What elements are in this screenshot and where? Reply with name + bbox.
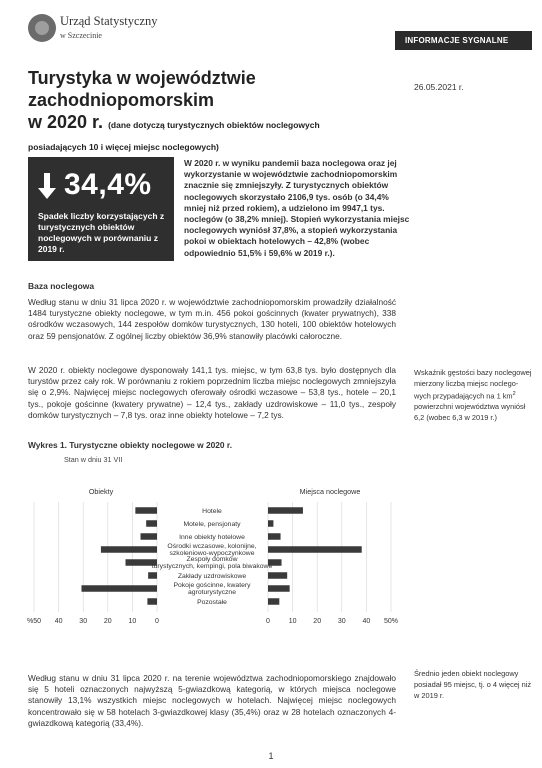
org-subtitle: w Szczecinie	[60, 31, 102, 40]
category-label: Motele, pensjonaty	[183, 520, 241, 528]
category-label: agroturystyczne	[188, 589, 236, 596]
legend-series-left: Obiekty	[88, 487, 114, 496]
key-figure-box	[28, 157, 174, 261]
bar-obiekty	[81, 585, 157, 592]
category-label: Pozostałe	[197, 598, 227, 606]
side-note-2: Średnio jeden obiekt noclegowy posiadał 95 miejsc, tj. o 4 więcej niż w 2019 r.	[414, 669, 532, 700]
org-name: Urząd Statystyczny	[60, 14, 158, 28]
tick-label-right: 10	[288, 618, 297, 625]
bar-miejsca	[268, 572, 287, 579]
bar-obiekty	[141, 533, 157, 540]
category-label: Pokoje gościnne, kwatery	[173, 582, 251, 589]
bar-miejsca	[268, 533, 281, 540]
bar-miejsca	[268, 585, 290, 592]
publication-date: 26.05.2021 r.	[414, 82, 464, 92]
title-subtitle: (dane dotyczą turystycznych obiektów noclegowych posiadających 10 i więcej miejsc noclegowych)	[28, 120, 320, 152]
key-figure-value: 34,4%	[64, 168, 152, 201]
side-note-1-sup: 2	[512, 391, 516, 397]
tick-label-left: 0	[155, 618, 159, 625]
bar-miejsca	[268, 507, 303, 514]
category-label: Hotele	[202, 507, 222, 515]
chart-svg	[0, 480, 400, 630]
bar-obiekty	[147, 598, 157, 605]
tick-label-left: 10	[128, 618, 137, 625]
chart-subtitle: Stan w dniu 31 VII	[64, 455, 123, 464]
bar-obiekty	[146, 520, 157, 527]
title-year: w 2020 r.	[28, 112, 104, 132]
section-heading: Baza noclegowa	[28, 281, 95, 291]
category-label: Inne obiekty hotelowe	[179, 533, 245, 541]
bar-miejsca	[268, 598, 279, 605]
tick-label-left: 20	[103, 618, 112, 625]
paragraph-3: Według stanu w dniu 31 lipca 2020 r. na terenie województwa zachodniopomorskiego znajdowało się 5 hoteli oznaczonych najwyższą 5-gwiazdkową kategorią, w których miejsca noclegowe stanowiły 13,1% wszystkich miejsc noclegowych w hotelach. Najwięcej miejsc noclegowych koncentrowało się w 58 hotelach 3-gwiazdkowej klasy (35,4%) oraz w 28 hotelach oznaczonych 4-gwiazdkową kategorią (33,4%).	[28, 673, 396, 728]
side-note-1-b: powierzchni województwa wyniósł 6,2 (wobec 6,3 w 2019 r.)	[414, 402, 526, 423]
paragraph-1: Według stanu w dniu 31 lipca 2020 r. w województwie zachodniopomorskim prowadziły działalność 1484 turystyczne obiekty noclegowe, w tym m.in. 456 pokoi gościnnych (kwater prywatnych), 338 ośrodków wczasowych, 144 zespołów domków turystycznych, 130 hoteli, 100 obiektów hotelowych oraz 59 pensjonatów. Z ogólnej liczby obiektów 36,9% stanowiły placówki całoroczne.	[28, 297, 396, 341]
page-number: 1	[268, 751, 274, 761]
category-label: turystycznych, kempingi, pola biwakowe	[151, 563, 273, 570]
section-badge: INFORMACJE SYGNALNE	[395, 31, 532, 50]
logo-icon	[28, 14, 56, 42]
arrow-down-icon	[37, 173, 57, 199]
bar-obiekty	[101, 546, 157, 553]
category-label: Zespoły domków	[186, 556, 238, 563]
category-label: Zakłady uzdrowiskowe	[177, 572, 247, 580]
category-label: Ośrodki wczasowe, kolonijne,	[167, 543, 257, 550]
category-label: szkoleniowo-wypoczynkowe	[169, 550, 255, 557]
tick-label-right: 50%	[383, 618, 399, 625]
paragraph-2: W 2020 r. obiekty noclegowe dysponowały 141,1 tys. miejsc, w tym 63,8 tys. było dostępnych dla turystów przez cały rok. W porównaniu z rokiem poprzednim liczba miejsc noclegowych zmniejszyła się o 2,9%. Najwięcej miejsc noclegowych oferowały ośrodki wczasowe – 53,8 tys., hotele – 20,1 tys., pokoje gościnne (kwatery prywatne) – 12,4 tys., zakłady uzdrowiskowe – 11,0 tys., zespoły domków turystycznych – 7,8 tys. oraz inne obiekty hotelowe – 7,2 tys.	[28, 365, 396, 420]
tick-label-left: 40	[54, 618, 63, 625]
side-note-1-a: Wskaźnik gęstości bazy noclegowej mierzony liczbą miejsc noclego-wych przypadających na 1 km	[414, 368, 532, 401]
tick-label-left: 30	[79, 618, 88, 625]
title-line-2	[28, 111, 378, 155]
key-figure-caption: Spadek liczby korzystających z turystycznych obiektów noclegowych w porównaniu z 2019 r.	[38, 211, 165, 254]
bar-miejsca	[268, 520, 273, 527]
bar-obiekty	[148, 572, 157, 579]
tick-label-right: 30	[337, 618, 346, 625]
bar-miejsca	[268, 546, 362, 553]
legend-series-right: Miejsca noclegowe	[299, 487, 361, 496]
chart-title: Wykres 1. Turystyczne obiekty noclegowe w 2020 r.	[28, 440, 233, 450]
bar-obiekty	[135, 507, 157, 514]
side-note-1	[414, 367, 534, 423]
tick-label-right: 20	[313, 618, 322, 625]
tick-label-right: 40	[362, 618, 371, 625]
tick-label-right: 0	[266, 618, 270, 625]
tick-label-left: %50	[26, 618, 42, 625]
lead-paragraph: W 2020 r. w wyniku pandemii baza noclegowa oraz jej wykorzystanie w województwie zachodniopomorskim znacznie się zmniejszyły. Z turystycznych obiektów noclegowych skorzystało 2106,9 tys. osób (o 34,4% mniej niż przed rokiem), a udzielono im 9947,1 tys. noclegów (o 38,2% mniej). Stopień wykorzystania miejsc noclegowych wyniósł 37,8%, a stopień wykorzystania pokoi w obiektach hotelowych – 42,8% (wobec odpowiednio 51,5% i 59,6% w 2019 r.).	[184, 158, 410, 258]
title-line-1: Turystyka w województwie zachodniopomorskim	[28, 68, 256, 110]
page-title	[28, 67, 378, 155]
